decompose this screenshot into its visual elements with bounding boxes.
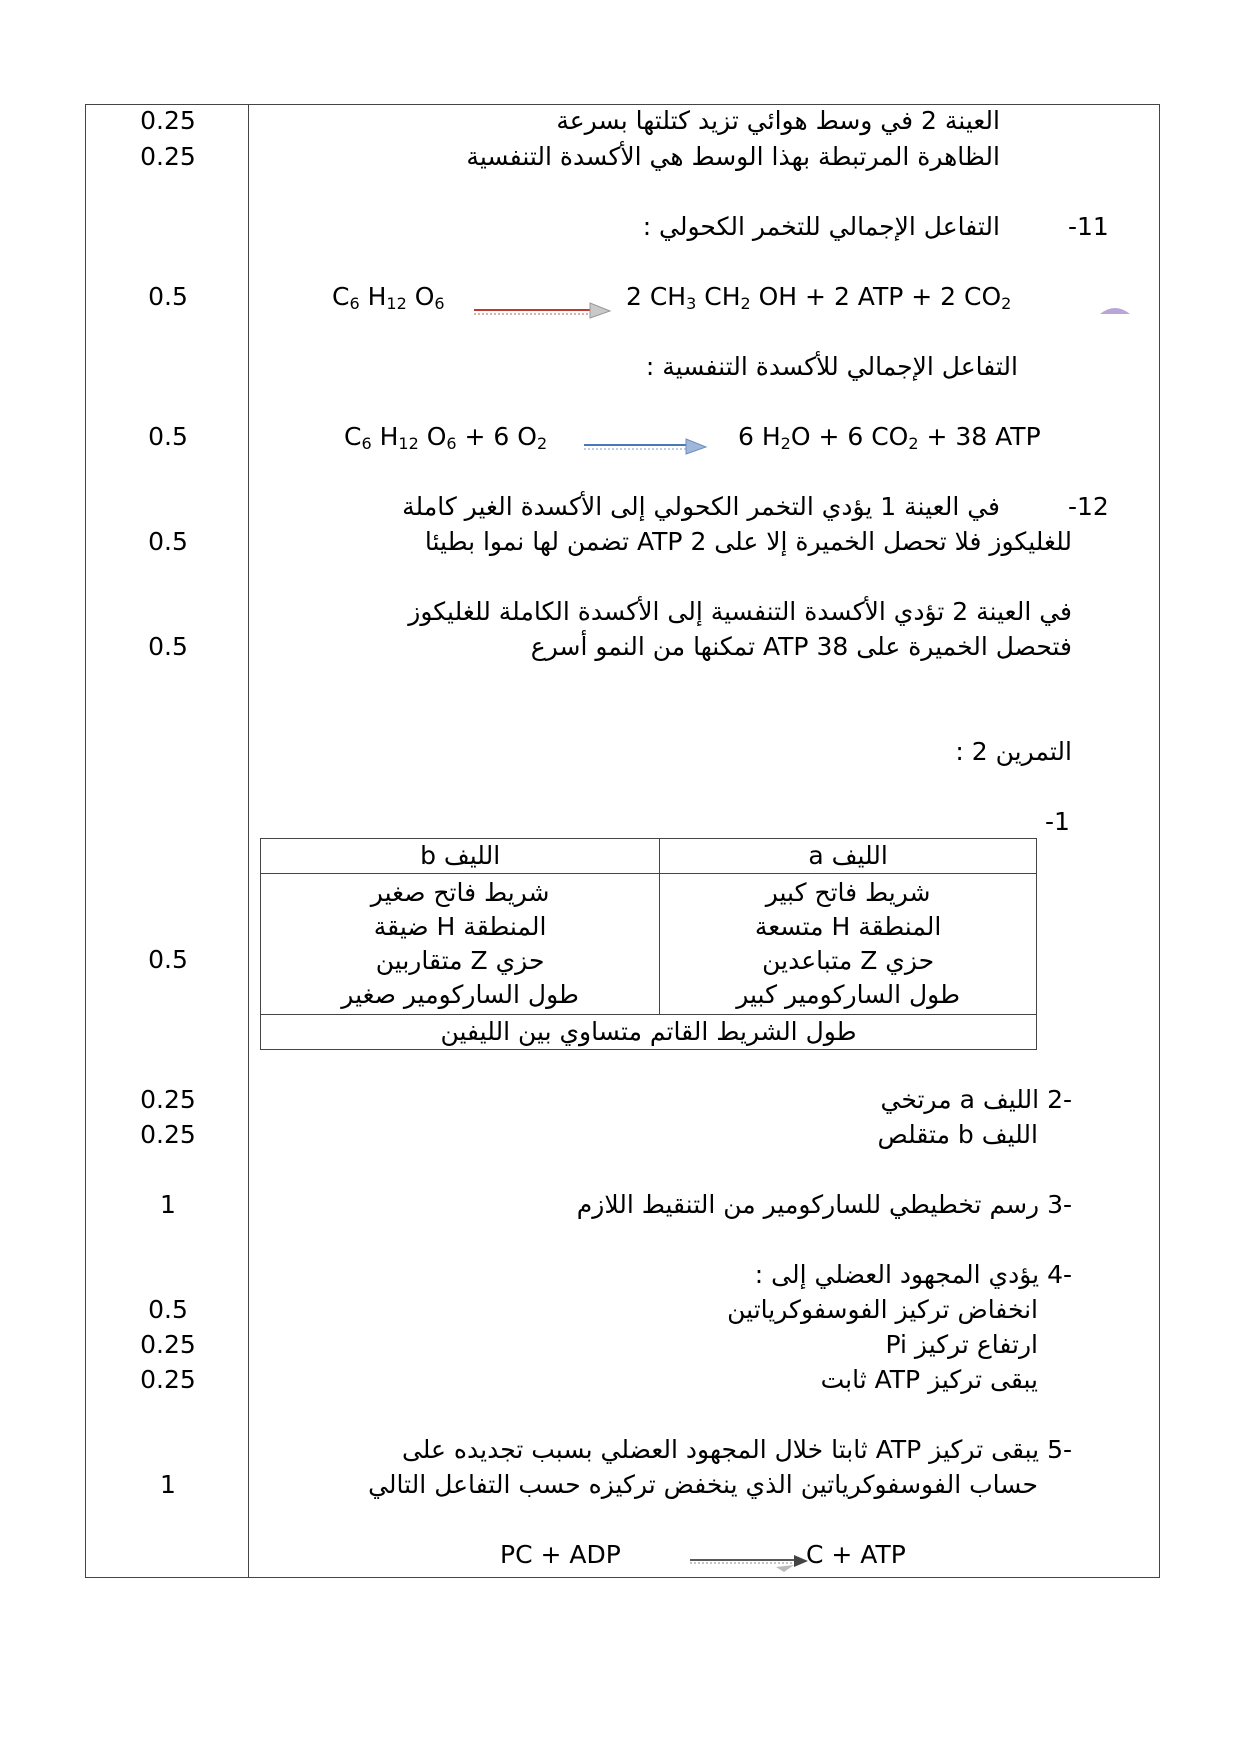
- header-fiber-b: الليف b: [261, 839, 660, 874]
- phosphocreatine-products: C + ATP: [806, 1540, 906, 1569]
- marks-column-divider: [248, 104, 249, 1578]
- fermentation-arrow: [472, 300, 612, 320]
- fiber-b-traits: شريط فاتح صغير المنطقة H ضيقة حزي Z متقاربين طول الساركومير صغير: [261, 874, 660, 1015]
- q12-line3: في العينة 2 تؤدي الأكسدة التنفسية إلى الأكسدة الكاملة للغليكوز: [408, 597, 1072, 626]
- fiber-a-traits: شريط فاتح كبير المنطقة H متسعة حزي Z متباعدين طول الساركومير كبير: [660, 874, 1037, 1015]
- decorative-shape-icon: [1098, 302, 1132, 316]
- q3-line: -3 رسم تخطيطي للساركومير من التنقيط اللازم: [576, 1190, 1072, 1219]
- mark-value: 0.5: [148, 527, 188, 556]
- q10-line2: الظاهرة المرتبطة بهذا الوسط هي الأكسدة التنفسية: [466, 142, 1000, 171]
- q10-line1: العينة 2 في وسط هوائي تزيد كتلتها بسرعة: [556, 106, 1000, 135]
- q4-line1: -4 يؤدي المجهود العضلي إلى :: [754, 1260, 1072, 1289]
- respiration-arrow: [582, 436, 710, 456]
- mark-value: 0.5: [148, 632, 188, 661]
- q4-line3: ارتفاع تركيز Pi: [885, 1330, 1038, 1359]
- phosphocreatine-reactants: PC + ADP: [500, 1540, 621, 1569]
- q12-line4: فتحصل الخميرة على 38 ATP تمكنها من النمو أسرع: [530, 632, 1072, 661]
- table-footer: طول الشريط القاتم متساوي بين الليفين: [261, 1015, 1037, 1050]
- mark-value: 0.25: [140, 142, 196, 171]
- mark-value: 0.5: [148, 282, 188, 311]
- fermentation-products: 2 $CH_3$ $CH_2$ OH + 2 ATP + 2 $CO_2$: [626, 282, 1012, 313]
- q12-line1: في العينة 1 يؤدي التخمر الكحولي إلى الأكسدة الغير كاملة: [402, 492, 1000, 521]
- q5-line2: حساب الفوسفوكرياتين الذي ينخفض تركيزه حسب التفاعل التالي: [368, 1470, 1038, 1499]
- q2-line2: الليف b متقلص: [877, 1120, 1038, 1149]
- header-fiber-a: الليف a: [660, 839, 1037, 874]
- mark-value: 0.5: [148, 422, 188, 451]
- mark-value: 0.5: [148, 945, 188, 974]
- mark-value: 1: [160, 1470, 176, 1499]
- mark-value: 0.25: [140, 1085, 196, 1114]
- q4-line2: انخفاض تركيز الفوسفوكرياتين: [727, 1295, 1038, 1324]
- q5-line1: -5 يبقى تركيز ATP ثابتا خلال المجهود العضلي بسبب تجديده على: [401, 1435, 1072, 1464]
- mark-value: 0.25: [140, 1365, 196, 1394]
- exercise2-title: التمرين 2 :: [955, 737, 1072, 766]
- phosphocreatine-arrow: [688, 1550, 812, 1574]
- q11-title2: التفاعل الإجمالي للأكسدة التنفسية :: [645, 352, 1018, 381]
- q4-line4: يبقى تركيز ATP ثابت: [820, 1365, 1038, 1394]
- mark-value: 1: [160, 1190, 176, 1219]
- mark-value: 0.25: [140, 106, 196, 135]
- mark-value: 0.25: [140, 1120, 196, 1149]
- respiration-reactants: $C_6$ $H_{12}$ $O_6 + 6$ $O_2$: [344, 422, 548, 453]
- mark-value: 0.25: [140, 1330, 196, 1359]
- mark-value: 0.5: [148, 1295, 188, 1324]
- q2-line1: -2 الليف a مرتخي: [880, 1085, 1072, 1114]
- q12-line2: للغليكوز فلا تحصل الخميرة إلا على 2 ATP تضمن لها نموا بطيئا: [424, 527, 1072, 556]
- q11-number: -11: [1068, 212, 1109, 241]
- fermentation-reactants: $C_6$ $H_{12}$ $O_6$: [332, 282, 445, 313]
- q11-title: التفاعل الإجمالي للتخمر الكحولي :: [642, 212, 1000, 241]
- fibers-comparison-table: [260, 838, 1037, 1050]
- q1-number: -1: [1045, 807, 1070, 836]
- q12-number: -12: [1068, 492, 1109, 521]
- respiration-products: 6 $H_2O + 6$ $CO_2 + 38$ ATP: [738, 422, 1041, 453]
